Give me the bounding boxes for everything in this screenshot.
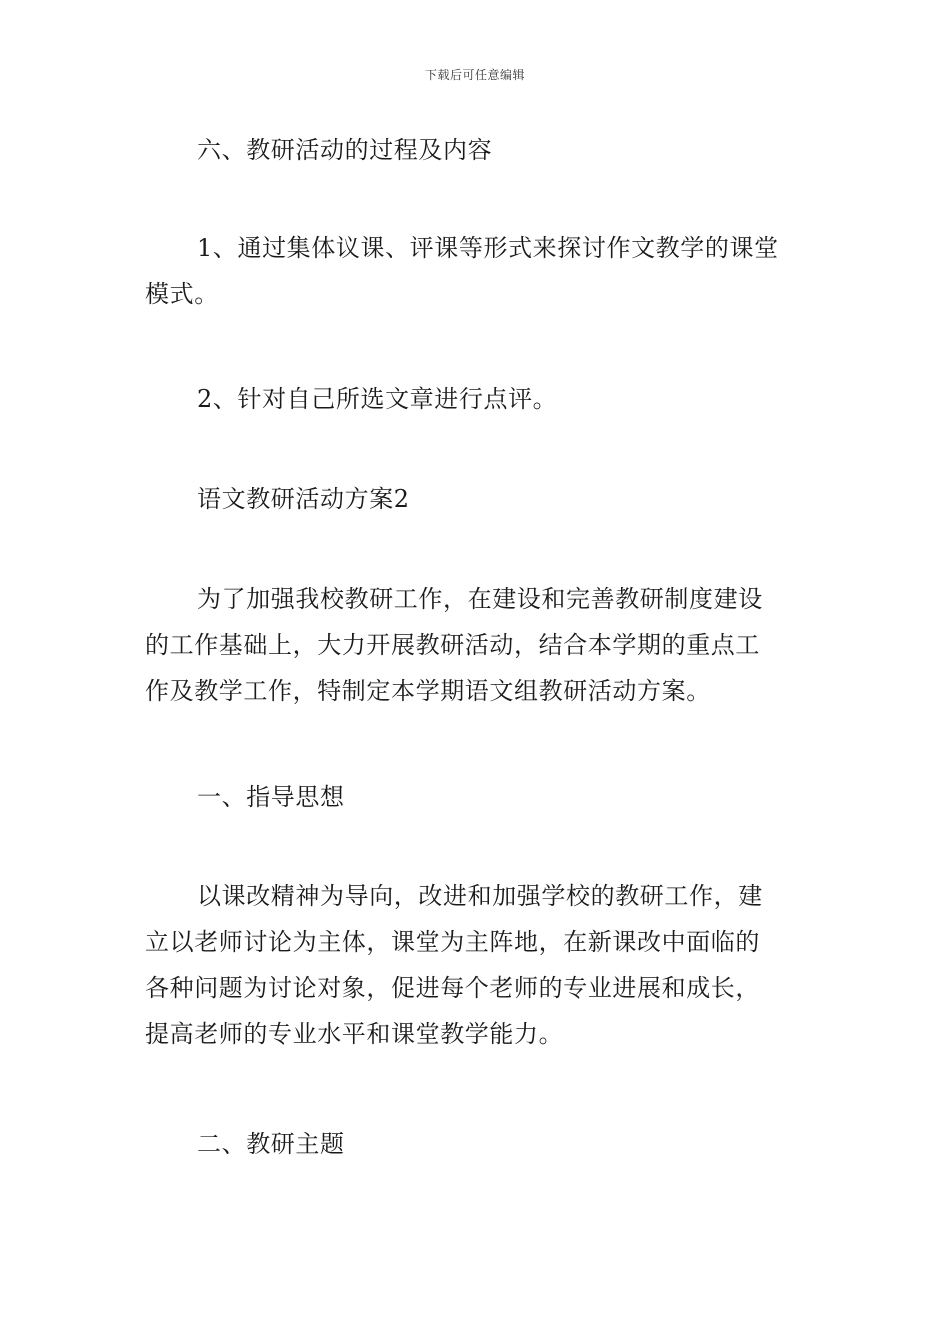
text-line: 一、指导思想 xyxy=(197,783,345,811)
header-note: 下载后可任意编辑 xyxy=(424,68,525,82)
document-subtitle xyxy=(145,476,810,522)
text-line: 为了加强我校教研工作，在建设和完善教研制度建设 xyxy=(197,585,763,613)
paragraph-item-1 xyxy=(145,225,810,317)
section-heading-guiding-idea xyxy=(145,774,810,820)
text-line: 提高老师的专业水平和课堂教学能力。 xyxy=(145,1020,564,1048)
text-line: 六、教研活动的过程及内容 xyxy=(197,136,493,164)
text-line: 各种问题为讨论对象，促进每个老师的专业进展和成长， xyxy=(145,974,760,1002)
text-line: 模式。 xyxy=(145,280,219,308)
text-line: 作及教学工作，特制定本学期语文组教研活动方案。 xyxy=(145,677,711,705)
paragraph-intro xyxy=(145,576,810,714)
paragraph-item-2 xyxy=(145,376,810,422)
paragraph-guiding-idea xyxy=(145,873,810,1057)
text-line: 1、通过集体议课、评课等形式来探讨作文教学的课堂 xyxy=(197,234,779,262)
section-heading-process xyxy=(145,127,810,173)
text-line: 以课改精神为导向，改进和加强学校的教研工作，建 xyxy=(197,882,763,910)
text-line: 的工作基础上，大力开展教研活动，结合本学期的重点工 xyxy=(145,631,760,659)
text-line: 立以老师讨论为主体，课堂为主阵地，在新课改中面临的 xyxy=(145,928,760,956)
text-line: 语文教研活动方案2 xyxy=(197,485,410,513)
section-heading-research-theme xyxy=(145,1121,810,1167)
text-line: 2、针对自己所选文章进行点评。 xyxy=(197,385,558,413)
text-line: 二、教研主题 xyxy=(197,1130,345,1158)
